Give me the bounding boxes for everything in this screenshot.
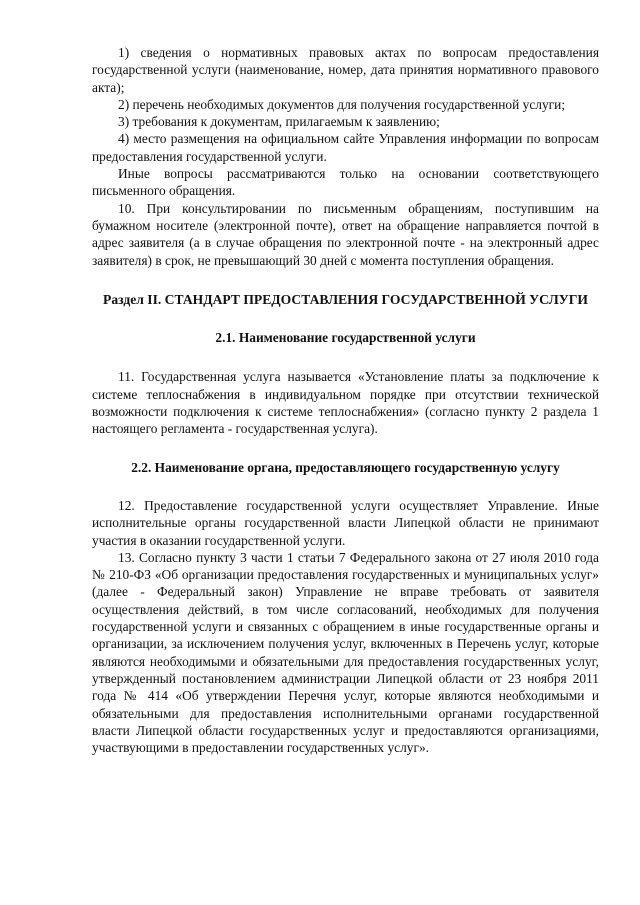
section-title: Раздел II. СТАНДАРТ ПРЕДОСТАВЛЕНИЯ ГОСУДАРСТВЕННОЙ УСЛУГИ <box>103 291 588 307</box>
paragraph-11: 11. Государственная услуга называется «Установление платы за подключение к системе теплоснабжения в индивидуальном порядке при отсутствии технической возможности подключения к системе теплоснабжения» (согласно пункту 2 раздела 1 настоящего регламента - государственная услуга). <box>92 369 599 437</box>
paragraph-12: 12. Предоставление государственной услуги осуществляет Управление. Иные исполнительные органы государственной власти Липецкой области не принимают участия в оказании государственной услуги. <box>92 497 599 548</box>
subsection-title-2-1: 2.1. Наименование государственной услуги <box>215 330 476 346</box>
paragraph-10: 10. При консультировании по письменным обращениям, поступившим на бумажном носителе (электронной почте), ответ на обращение направляется почтой в адрес заявителя (а в случае обращения по электронной почте - на электронный адрес заявителя) в срок, не превышающий 30 дней с момента поступления обращения. <box>92 200 599 268</box>
paragraph-other-questions: Иные вопросы рассматриваются только на основании соответствующего письменного обращения. <box>92 166 599 199</box>
document-page <box>92 44 599 756</box>
subsection-title-2-2: 2.2. Наименование органа, предоставляющего государственную услугу <box>131 459 560 475</box>
paragraph-13: 13. Согласно пункту 3 части 1 статьи 7 Федерального закона от 27 июля 2010 года № 210-ФЗ «Об организации предоставления государственных и муниципальных услуг» (далее - Федеральный закон) Управление не вправе требовать от заявителя осуществления действий, в том числе согласований, необходимых для получения государственной услуги и связанных с обращением в иные государственные органы и организации, за исключением получения услуг, включенных в Перечень услуг, которые являются необходимыми и обязательными для предоставления государственных услуг, утвержденный постановлением администрации Липецкой области от 23 ноября 2011 года № 414 «Об утверждении Перечня услуг, которые являются необходимыми и обязательными для предоставления исполнительными органами государственной власти Липецкой области государственных услуг и предоставляются организациями, участвующими в предоставлении государственных услуг». <box>92 549 599 756</box>
paragraph-item-1: 1) сведения о нормативных правовых актах по вопросам предоставления государственной услуги (наименование, номер, дата принятия нормативного правового акта); <box>92 45 599 95</box>
paragraph-item-3: 3) требования к документам, прилагаемым к заявлению; <box>118 114 440 130</box>
paragraph-item-2: 2) перечень необходимых документов для получения государственной услуги; <box>118 96 566 112</box>
spacer <box>92 346 599 368</box>
paragraph-item-4: 4) место размещения на официальном сайте Управления информации по вопросам предоставления государственной услуги. <box>92 131 599 164</box>
spacer <box>92 476 599 497</box>
